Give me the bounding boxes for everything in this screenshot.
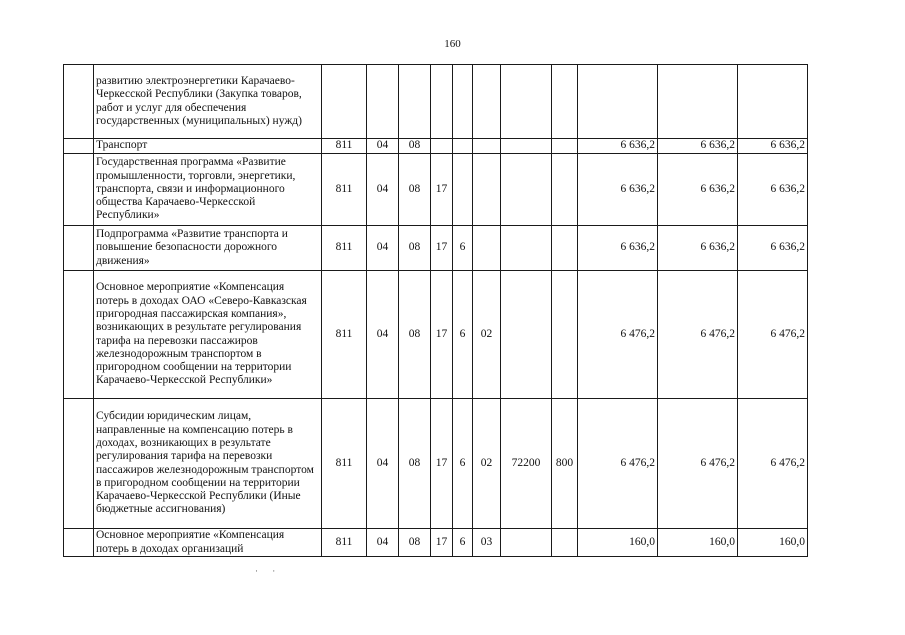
amount-year2-cell: 160,0 <box>658 529 738 557</box>
page-number: 160 <box>444 38 461 50</box>
ministry-code-cell <box>322 65 367 139</box>
activity-code-cell: 02 <box>473 271 501 399</box>
direction-code-cell <box>501 154 552 226</box>
amount-year1-cell: 6 476,2 <box>578 399 658 529</box>
section-code-cell: 04 <box>367 226 399 271</box>
index-cell <box>64 529 94 557</box>
ministry-code-cell: 811 <box>322 399 367 529</box>
amount-year2-cell <box>658 65 738 139</box>
index-cell <box>64 271 94 399</box>
subsection-code-cell: 08 <box>399 529 431 557</box>
ministry-code-cell: 811 <box>322 271 367 399</box>
amount-year2-cell: 6 476,2 <box>658 271 738 399</box>
amount-year1-cell: 160,0 <box>578 529 658 557</box>
section-code-cell: 04 <box>367 529 399 557</box>
activity-code-cell: 02 <box>473 399 501 529</box>
amount-year2-cell: 6 636,2 <box>658 154 738 226</box>
item-name-cell: Государственная программа «Развитие промышленности, торговли, энергетики, транспорта, связи и информационного общества Карачаево-Черкесской Республики» <box>94 154 322 226</box>
amount-year3-cell: 6 636,2 <box>738 154 808 226</box>
table-row <box>64 65 808 139</box>
subsection-code-cell: 08 <box>399 226 431 271</box>
amount-year3-cell <box>738 65 808 139</box>
table-row <box>64 139 808 154</box>
section-code-cell: 04 <box>367 139 399 154</box>
amount-year1-cell: 6 636,2 <box>578 139 658 154</box>
program-code-cell: 17 <box>431 399 453 529</box>
amount-year3-cell: 6 476,2 <box>738 271 808 399</box>
direction-code-cell <box>501 65 552 139</box>
program-code-cell: 17 <box>431 529 453 557</box>
amount-year2-cell: 6 636,2 <box>658 139 738 154</box>
subprogram-code-cell: 6 <box>453 529 473 557</box>
expense-type-cell <box>552 529 578 557</box>
subsection-code-cell: 08 <box>399 399 431 529</box>
table-row <box>64 154 808 226</box>
expense-type-cell <box>552 139 578 154</box>
amount-year1-cell: 6 636,2 <box>578 154 658 226</box>
ministry-code-cell: 811 <box>322 226 367 271</box>
direction-code-cell: 72200 <box>501 399 552 529</box>
activity-code-cell <box>473 139 501 154</box>
expense-type-cell <box>552 154 578 226</box>
ministry-code-cell: 811 <box>322 529 367 557</box>
table-row <box>64 271 808 399</box>
activity-code-cell <box>473 65 501 139</box>
item-name-cell: Субсидии юридическим лицам, направленные на компенсацию потерь в доходах, возникающих в результате регулирования тарифа на перевозки пассажиров железнодорожным транспортом в пригородном сообщении на территории Карачаево-Черкесской Республики (Иные бюджетные ассигнования) <box>94 399 322 529</box>
subprogram-code-cell <box>453 139 473 154</box>
program-code-cell <box>431 65 453 139</box>
program-code-cell: 17 <box>431 271 453 399</box>
index-cell <box>64 65 94 139</box>
item-name-cell: развитию электроэнергетики Карачаево-Черкесской Республики (Закупка товаров, работ и услуг для обеспечения государственных (муниципальных) нужд) <box>94 65 322 139</box>
expense-type-cell <box>552 226 578 271</box>
activity-code-cell <box>473 154 501 226</box>
ministry-code-cell: 811 <box>322 154 367 226</box>
direction-code-cell <box>501 271 552 399</box>
item-name-cell: Основное мероприятие «Компенсация потерь в доходах организаций <box>94 529 322 557</box>
amount-year3-cell: 160,0 <box>738 529 808 557</box>
subprogram-code-cell <box>453 65 473 139</box>
direction-code-cell <box>501 226 552 271</box>
section-code-cell <box>367 65 399 139</box>
program-code-cell: 17 <box>431 154 453 226</box>
activity-code-cell: 03 <box>473 529 501 557</box>
index-cell <box>64 154 94 226</box>
subprogram-code-cell: 6 <box>453 271 473 399</box>
amount-year1-cell: 6 476,2 <box>578 271 658 399</box>
section-code-cell: 04 <box>367 271 399 399</box>
budget-table <box>63 64 808 557</box>
section-code-cell: 04 <box>367 399 399 529</box>
table-row <box>64 399 808 529</box>
ministry-code-cell: 811 <box>322 139 367 154</box>
subsection-code-cell: 08 <box>399 271 431 399</box>
item-name-cell: Транспорт <box>94 139 322 154</box>
subsection-code-cell <box>399 65 431 139</box>
subprogram-code-cell: 6 <box>453 399 473 529</box>
amount-year1-cell: 6 636,2 <box>578 226 658 271</box>
subprogram-code-cell <box>453 154 473 226</box>
index-cell <box>64 226 94 271</box>
scan-artifact-dots: · · <box>255 566 282 576</box>
subprogram-code-cell: 6 <box>453 226 473 271</box>
index-cell <box>64 139 94 154</box>
direction-code-cell <box>501 529 552 557</box>
amount-year2-cell: 6 476,2 <box>658 399 738 529</box>
table-row <box>64 226 808 271</box>
section-code-cell: 04 <box>367 154 399 226</box>
amount-year3-cell: 6 476,2 <box>738 399 808 529</box>
amount-year3-cell: 6 636,2 <box>738 139 808 154</box>
subsection-code-cell: 08 <box>399 154 431 226</box>
program-code-cell: 17 <box>431 226 453 271</box>
amount-year1-cell <box>578 65 658 139</box>
index-cell <box>64 399 94 529</box>
expense-type-cell <box>552 65 578 139</box>
expense-type-cell: 800 <box>552 399 578 529</box>
amount-year3-cell: 6 636,2 <box>738 226 808 271</box>
subsection-code-cell: 08 <box>399 139 431 154</box>
expense-type-cell <box>552 271 578 399</box>
item-name-cell: Основное мероприятие «Компенсация потерь в доходах ОАО «Северо-Кавказская пригородная пассажирская компания», возникающих в результате регулирования тарифа на перевозки пассажиров железнодорожным транспортом в пригородном сообщении на территории Карачаево-Черкесской Республики» <box>94 271 322 399</box>
program-code-cell <box>431 139 453 154</box>
direction-code-cell <box>501 139 552 154</box>
item-name-cell: Подпрограмма «Развитие транспорта и повышение безопасности дорожного движения» <box>94 226 322 271</box>
amount-year2-cell: 6 636,2 <box>658 226 738 271</box>
table-row <box>64 529 808 557</box>
activity-code-cell <box>473 226 501 271</box>
